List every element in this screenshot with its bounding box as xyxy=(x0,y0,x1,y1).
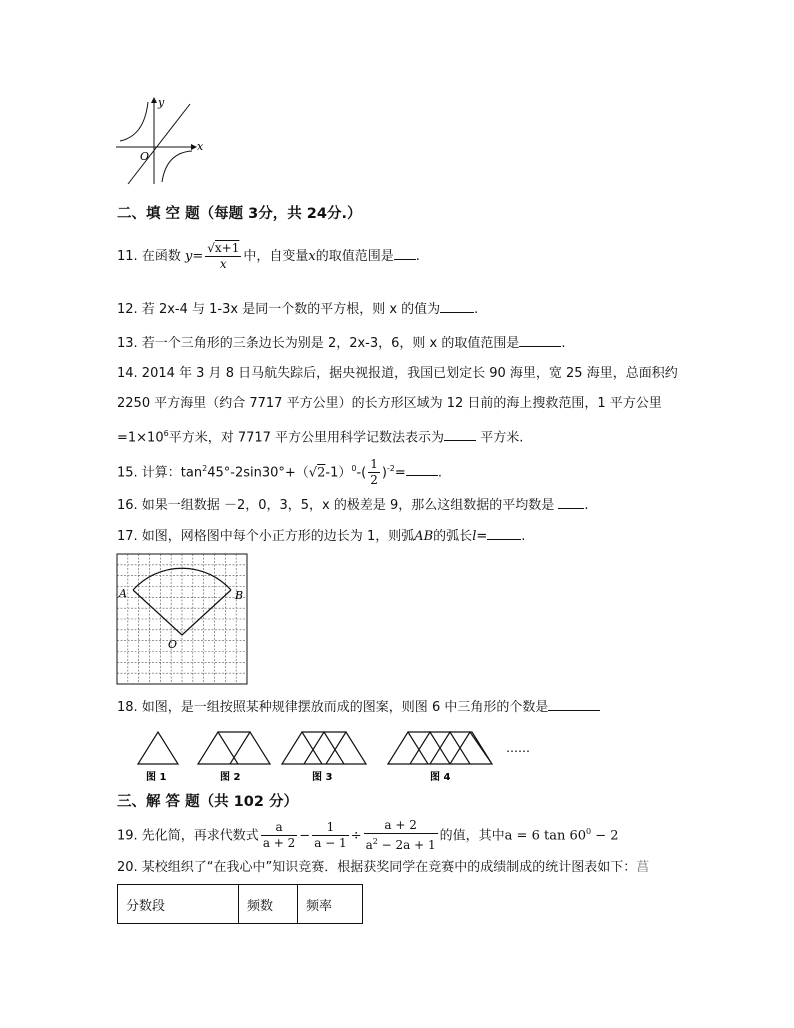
frequency-table xyxy=(117,884,363,924)
q14-answer-blank[interactable] xyxy=(444,428,476,441)
figure-4-triangles xyxy=(388,732,492,764)
function-graph xyxy=(112,94,208,186)
figure-1-label: 图 1 xyxy=(146,772,167,783)
origin-label: O xyxy=(140,150,150,163)
q15-answer-blank[interactable] xyxy=(406,463,438,476)
x-axis-label: x xyxy=(197,140,204,153)
q19-fraction-2: $\frac{1}{a - 1}$ xyxy=(314,820,347,851)
q18-answer-blank[interactable] xyxy=(548,698,600,711)
grid-arc-figure xyxy=(116,553,250,685)
figure-2-label: 图 2 xyxy=(220,772,241,783)
question-18: 18. 如图，是一组按照某种规律摆放而成的图案，则图 6 中三角形的个数是 xyxy=(117,698,600,716)
question-20: 20. 某校组织了“在我心中”知识竞赛．根据获奖同学在竞赛中的成绩制成的统计图表如下：菖 xyxy=(117,860,650,875)
section-3-title: 三、解 答 题（共 102 分） xyxy=(117,794,298,810)
hyperbola-right-branch xyxy=(162,151,192,182)
q17-answer-blank[interactable] xyxy=(487,527,521,540)
question-11: 11. 在函数 y= $\frac{√x+1}{x}$ 中，自变量x的取值范围是 . xyxy=(117,241,420,271)
table-header-row xyxy=(118,885,363,924)
header-frequency: 频数 xyxy=(239,885,298,924)
q15-fraction: $\frac{1}{2}$ xyxy=(370,457,378,488)
q13-answer-blank[interactable] xyxy=(519,334,561,347)
pattern-continuation-dots: …… xyxy=(506,741,530,755)
question-12: 12. 若 2x-4 与 1-3x 是同一个数的平方根，则 x 的值为 . xyxy=(117,302,479,317)
radius-oa xyxy=(133,590,182,635)
figure-3-label: 图 3 xyxy=(312,772,333,783)
q16-answer-blank[interactable] xyxy=(558,496,584,509)
radius-ob xyxy=(182,590,231,635)
question-13: 13. 若一个三角形的三条边长为别是 2，2x-3，6，则 x 的取值范围是 . xyxy=(117,336,566,351)
point-a-label: A xyxy=(119,587,127,600)
question-15: 15. 计算：$\tan^245^\circ-2\sin 30^\circ+(√2-1)^0-$( $\frac{1}{2}$ )$^{-2}$= . xyxy=(117,457,442,488)
header-rate: 频率 xyxy=(298,885,363,924)
q11-fraction: $\frac{√x+1}{x}$ xyxy=(207,241,240,271)
y-axis-label: y xyxy=(158,96,165,109)
question-14-line-3: $=1\times 10^6$平方米，对 7717 平方公里用科学记数法表示为 平方米. xyxy=(117,429,524,446)
question-14-line-1: 14. 2014 年 3 月 8 日马航失踪后，据央视报道，我国已划定长 90 海里，宽 25 海里，总面积约 xyxy=(117,366,678,381)
q11-answer-blank[interactable] xyxy=(394,247,416,260)
point-o-label: O xyxy=(168,638,178,651)
question-14-line-2: 2250 平方海里（约合 7717 平方公里）的长方形区域为 12 日前的海上搜救范围，1 平方公里 xyxy=(117,396,662,411)
q19-fraction-3: $\frac{a + 2}{a^2 - 2a + 1}$ xyxy=(365,818,436,853)
figure-2-triangles xyxy=(198,732,270,764)
point-b-label: B xyxy=(235,589,244,602)
linear-line xyxy=(128,104,190,184)
figure-3-triangles xyxy=(282,732,366,764)
question-17: 17. 如图，网格图中每个小正方形的边长为 1，则弧AB的弧长l= . xyxy=(117,529,526,544)
triangle-pattern-figure xyxy=(120,726,540,784)
q12-answer-blank[interactable] xyxy=(440,300,474,313)
q19-fraction-1: $\frac{a}{a + 2}$ xyxy=(262,820,296,851)
question-19: 19. 先化简，再求代数式 $\frac{a}{a + 2}$ − $\frac{1}{a - 1}$ ÷ $\frac{a + 2}{a^2 - 2a + 1}$ 的值，其中a = 6 $\tan 60^0 - 2$ xyxy=(117,818,619,853)
question-16: 16. 如果一组数据 －2，0，3，5，x 的极差是 9，那么这组数据的平均数是 . xyxy=(117,498,589,513)
grid-lines xyxy=(117,554,247,684)
header-score-range: 分数段 xyxy=(118,885,239,924)
figure-1-triangles xyxy=(138,732,178,764)
figure-4-label: 图 4 xyxy=(430,772,451,783)
hyperbola-left-branch xyxy=(120,102,148,141)
section-2-title: 二、填 空 题（每题 3分，共 24分.） xyxy=(117,206,362,222)
